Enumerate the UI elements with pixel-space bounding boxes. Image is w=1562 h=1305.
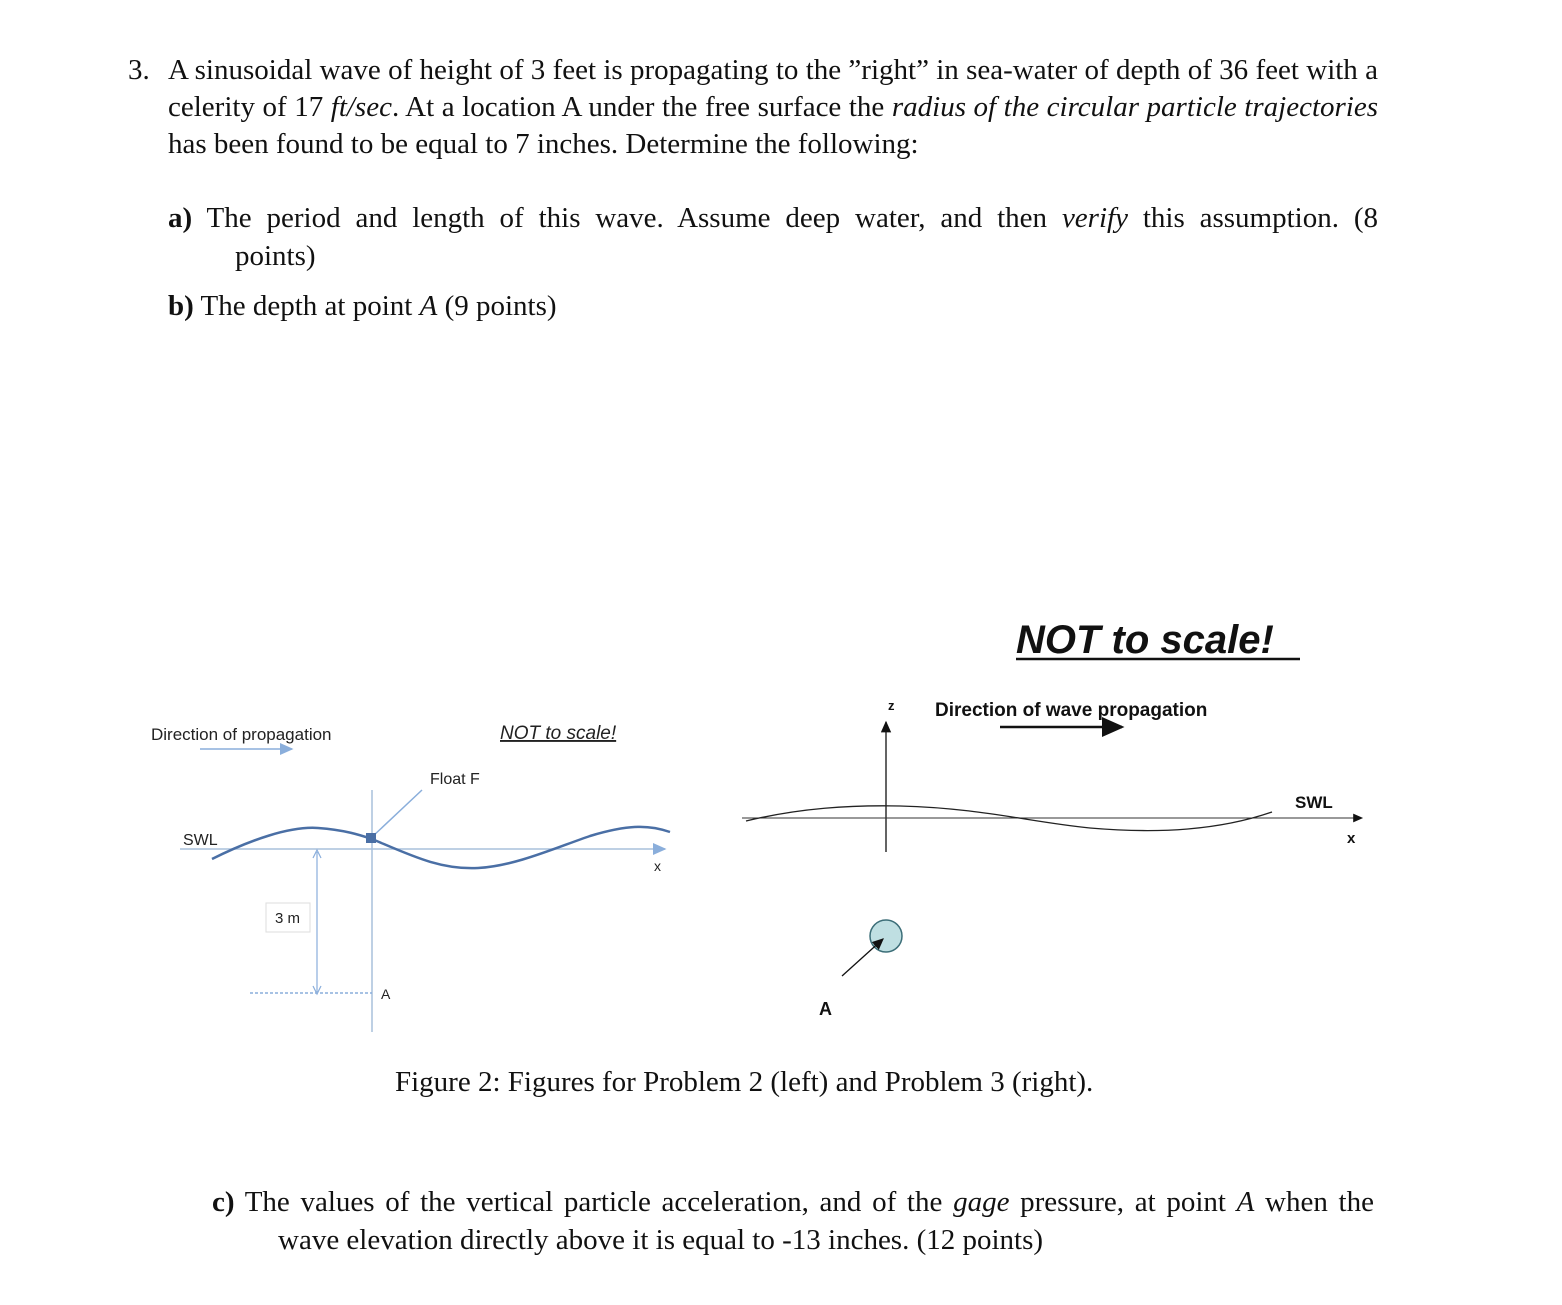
float-leader-line: [372, 790, 422, 837]
part-b-points: (9 points): [437, 290, 557, 322]
problem-italic-phrase: radius of the circular particle trajectories: [891, 91, 1378, 123]
right-not-to-scale: NOT to scale!: [1016, 618, 1274, 662]
depth-label: 3 m: [275, 910, 301, 927]
part-c-line-2: wave elevation directly above it is equal to -13 inches. (12 points): [278, 1224, 1044, 1256]
left-direction-label: Direction of propagation: [151, 725, 332, 744]
figure-left: [151, 723, 670, 1032]
left-x-label: x: [654, 858, 661, 874]
right-x-label: x: [1347, 830, 1356, 847]
right-direction-label: Direction of wave propagation: [935, 700, 1208, 721]
z-label: z: [888, 698, 895, 713]
figure-caption: Figure 2: Figures for Problem 2 (left) and Problem 3 (right).: [395, 1066, 1094, 1098]
problem-number: 3.: [128, 54, 150, 86]
part-a-label: a): [168, 202, 193, 234]
part-a-text: The period and length of this wave. Assume deep water, and then: [206, 202, 1062, 234]
left-wave: [212, 827, 670, 868]
problem-text-2: . At a location A under the free surface the: [391, 91, 892, 123]
right-swl-label: SWL: [1295, 793, 1333, 812]
part-a-italic: verify: [1061, 202, 1128, 234]
point-a-arrow: [842, 939, 883, 976]
part-c-label: c): [212, 1186, 235, 1218]
part-c-text-end: when the: [1254, 1186, 1374, 1218]
part-c-line-1: [212, 1183, 1374, 1221]
part-c-italic: gage: [953, 1186, 1010, 1218]
right-point-a-label: A: [819, 999, 832, 1019]
part-b-var: A: [419, 290, 438, 322]
problem-text-1: A sinusoidal wave of height of 3 feet is propagating to the ”right” in sea-water of depth of 36 feet with a celerity of 17: [168, 54, 1378, 123]
part-c-var: A: [1236, 1186, 1255, 1218]
problem-text-3: has been found to be equal to 7 inches. Determine the following:: [168, 128, 919, 160]
float-label: Float F: [430, 771, 480, 788]
part-a-line-2: points): [235, 240, 316, 272]
celerity-unit: ft/sec: [330, 91, 392, 123]
part-b-text: The depth at point: [200, 290, 420, 322]
part-a-points-start: this assumption. (8: [1127, 202, 1378, 234]
part-c: [212, 1183, 1374, 1259]
part-b-label: b): [168, 290, 194, 322]
left-point-a-label: A: [381, 986, 391, 1002]
part-c-text: The values of the vertical particle acceleration, and of the: [244, 1186, 954, 1218]
left-swl-label: SWL: [183, 832, 218, 849]
float-marker: [366, 833, 376, 843]
figure-right: [742, 618, 1362, 1019]
left-not-to-scale: NOT to scale!: [500, 723, 617, 744]
part-c-text-mid: pressure, at point: [1009, 1186, 1237, 1218]
